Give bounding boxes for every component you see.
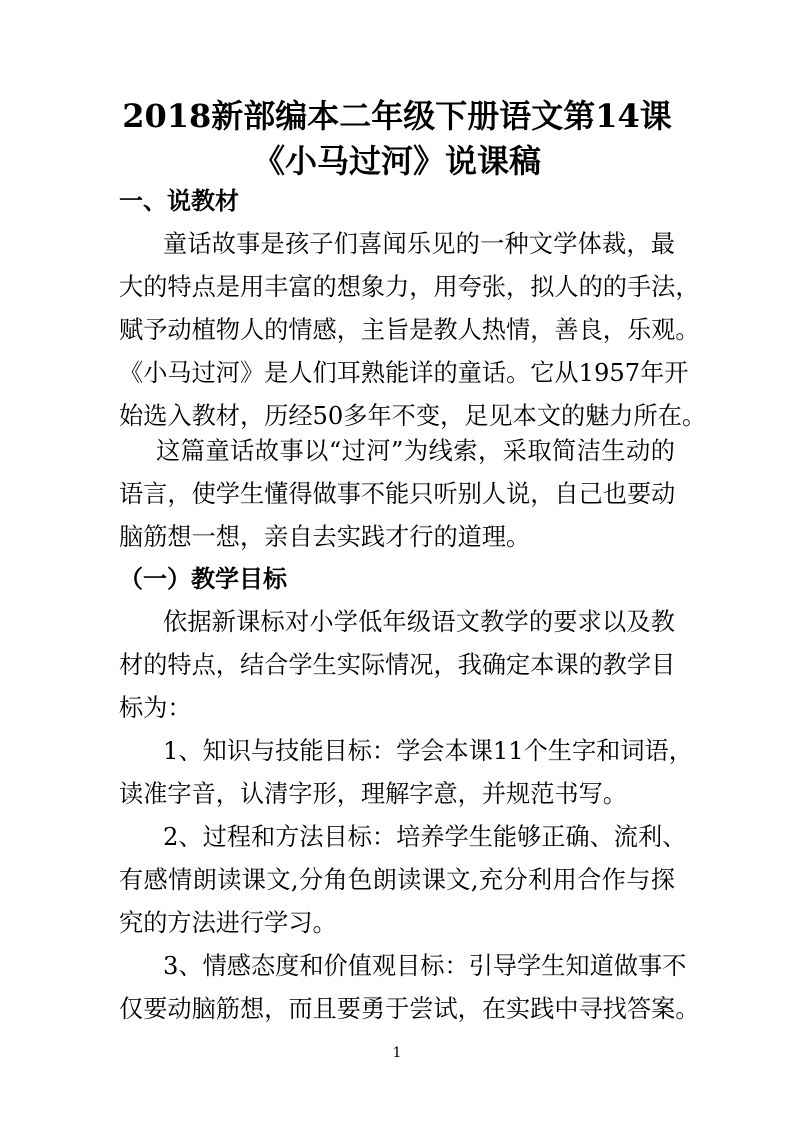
paragraph-line: 语言，使学生懂得做事不能只听别人说，自己也要动 <box>119 480 676 508</box>
paragraph-line: 大的特点是用丰富的想象力，用夸张，拟人的的手法， <box>119 273 700 301</box>
goal-line: 1、知识与技能目标：学会本课11个生字和词语， <box>163 737 693 765</box>
paragraph-line: 这篇童话故事以“过河”为线索，采取简洁生动的 <box>156 437 675 465</box>
paragraph-line: 童话故事是孩子们喜闻乐见的一种文学体裁，最 <box>163 230 675 258</box>
paragraph-line: 始选入教材，历经50多年不变，足见本文的魅力所在。 <box>119 402 707 430</box>
goal-line: 有感情朗读课文,分角色朗读课文,充分利用合作与探 <box>119 866 675 894</box>
goal-line: 仅要动脑筋想，而且要勇于尝试，在实践中寻找答案。 <box>119 995 700 1023</box>
paragraph-line: 脑筋想一想，亲自去实践才行的道理。 <box>119 523 531 551</box>
document-title-line-1: 2018新部编本二年级下册语文第14课 <box>122 97 672 135</box>
page-number: 1 <box>392 1045 402 1061</box>
goal-line: 读准字音，认清字形，理解字意，并规范书写。 <box>119 780 627 808</box>
paragraph-line: 材的特点，结合学生实际情况，我确定本课的教学目 <box>119 651 676 679</box>
paragraph-line: 标为： <box>119 694 192 722</box>
goal-line: 3、情感态度和价值观目标：引导学生知道做事不 <box>163 952 687 980</box>
paragraph-line: 赋予动植物人的情感，主旨是教人热情，善良，乐观。 <box>119 316 700 344</box>
paragraph-line: 《小马过河》是人们耳熟能详的童话。它从1957年开 <box>119 359 689 387</box>
section-heading-textbook: 一、说教材 <box>119 186 239 215</box>
goal-line: 2、过程和方法目标：培养学生能够正确、流利、 <box>163 823 687 851</box>
section-heading-teaching-goals: （一）教学目标 <box>119 564 287 593</box>
paragraph-line: 依据新课标对小学低年级语文教学的要求以及教 <box>163 608 675 636</box>
goal-line: 究的方法进行学习。 <box>119 909 337 937</box>
document-title-line-2: 《小马过河》说课稿 <box>252 142 541 180</box>
